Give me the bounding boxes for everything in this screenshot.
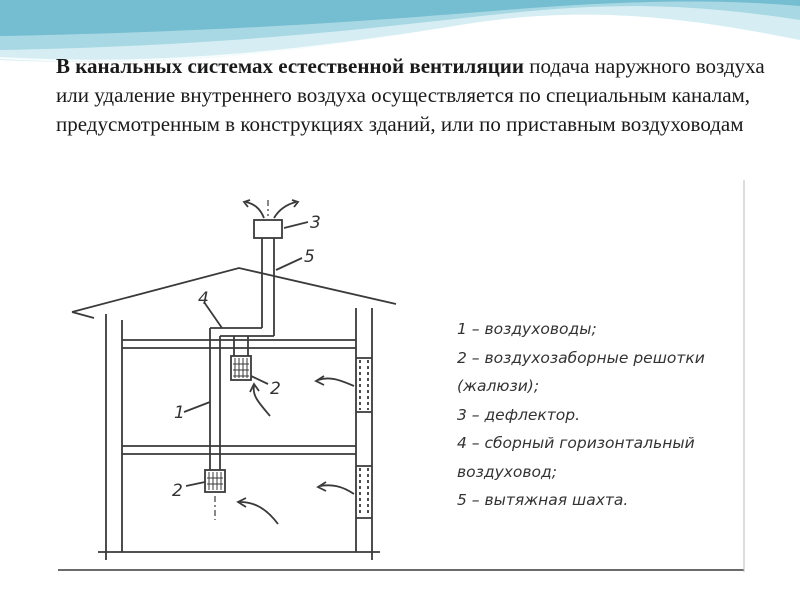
callout-5: 5 bbox=[304, 247, 315, 267]
legend-item-2: 2 – воздухозаборные решотки bbox=[457, 348, 705, 367]
title-rest: подача наружного воздуха или удаление внутреннего воздуха осуществляется по специальным каналам, предусмотренным в конструкциях зданий, или по приставным воздуховодам bbox=[56, 54, 765, 136]
exhaust-shaft bbox=[262, 238, 274, 336]
left-wall bbox=[106, 314, 122, 552]
ceiling-top bbox=[122, 340, 356, 348]
axis-line bbox=[215, 200, 268, 520]
callout-2-upper: 2 bbox=[270, 379, 281, 399]
airflow-room-lower bbox=[240, 502, 278, 524]
legend-item-3: 3 – дефлектор. bbox=[457, 405, 581, 424]
window-lower bbox=[356, 466, 372, 518]
diagram-legend bbox=[457, 315, 747, 515]
callout-4: 4 bbox=[198, 289, 209, 309]
legend-item-1: 1 – воздуховоды; bbox=[457, 320, 597, 338]
leader-3 bbox=[284, 222, 308, 228]
duct-main bbox=[210, 328, 220, 470]
legend-item-5: 5 – вытяжная шахта. bbox=[457, 491, 629, 509]
deflector bbox=[254, 220, 282, 238]
roof-eave-left bbox=[72, 312, 94, 318]
window-upper-grille bbox=[360, 360, 368, 410]
window-lower-grille bbox=[360, 468, 368, 516]
collecting-duct bbox=[210, 328, 274, 336]
foundation bbox=[98, 552, 380, 560]
deflector-arrow-left bbox=[246, 202, 264, 218]
grille-lower-mesh bbox=[207, 472, 223, 490]
airflow-window-upper-head bbox=[316, 376, 324, 385]
callout-1: 1 bbox=[174, 403, 185, 423]
window-upper bbox=[356, 358, 372, 412]
leader-1 bbox=[184, 402, 210, 412]
grille-lower bbox=[205, 470, 225, 492]
callout-3: 3 bbox=[310, 213, 321, 233]
grille-upper-mesh bbox=[233, 358, 249, 378]
airflow-room-upper bbox=[254, 386, 270, 416]
leader-2-lower bbox=[186, 482, 205, 486]
leader-5 bbox=[276, 258, 302, 270]
callout-2-lower: 2 bbox=[172, 481, 183, 501]
roof bbox=[72, 268, 396, 312]
leader-2-upper bbox=[251, 376, 268, 384]
legend-item-4-cont: воздуховод; bbox=[457, 462, 557, 481]
slide-title bbox=[56, 52, 776, 139]
deflector-arrow-right bbox=[274, 202, 296, 218]
floor-middle bbox=[122, 446, 356, 454]
ventilation-diagram bbox=[54, 180, 748, 576]
title-bold: В канальных системах естественной вентиляции bbox=[56, 54, 524, 78]
legend-item-4: 4 – сборный горизонтальный bbox=[457, 434, 695, 452]
right-wall bbox=[356, 308, 372, 552]
legend-item-2-cont: (жалюзи); bbox=[457, 377, 540, 395]
duct-secondary bbox=[234, 336, 248, 356]
